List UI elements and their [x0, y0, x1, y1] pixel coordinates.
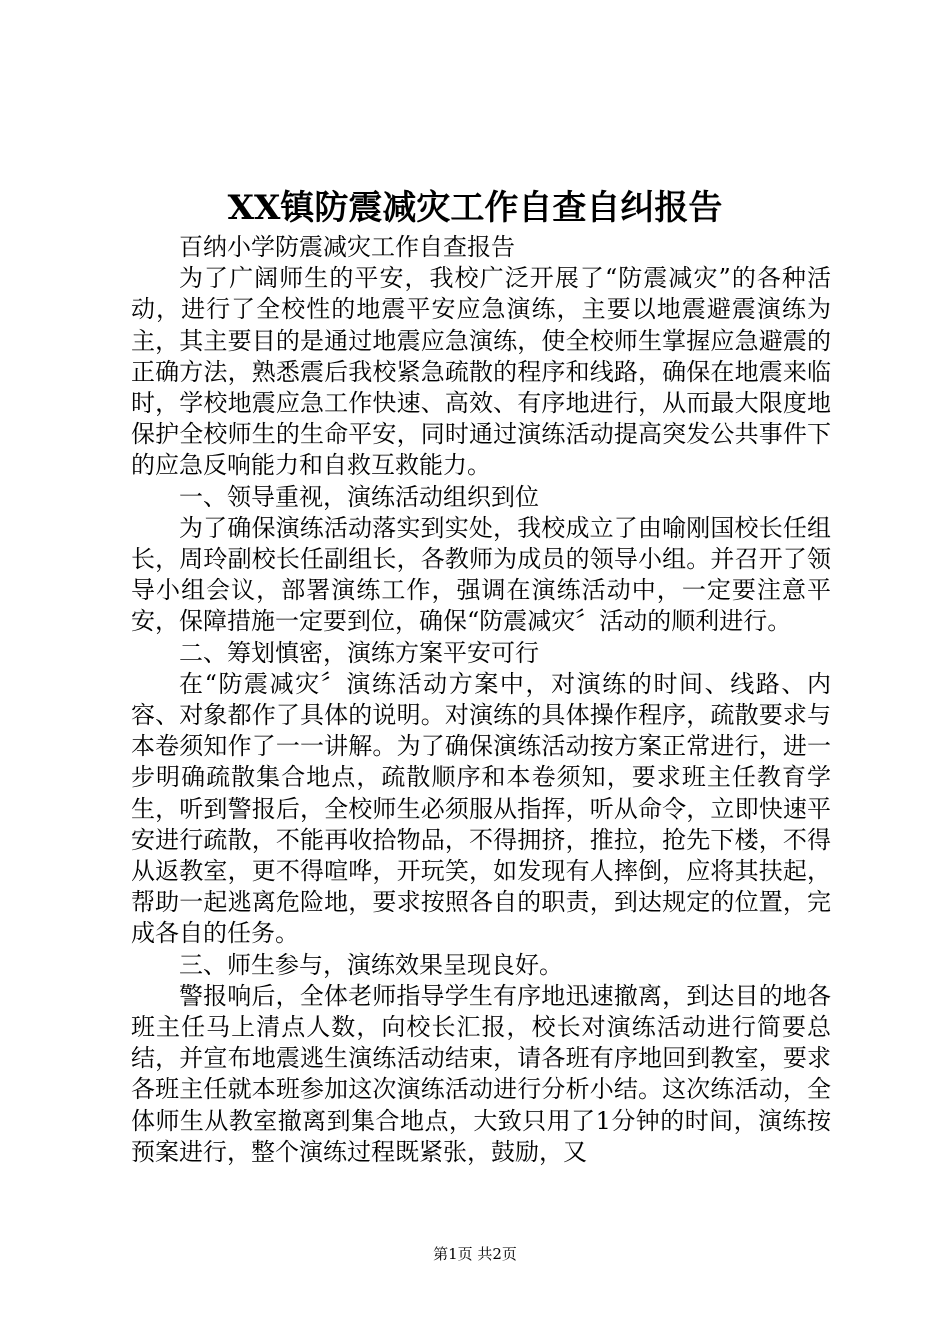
document-title: XX镇防震减灾工作自查自纠报告 [227, 188, 723, 228]
paragraph-intro: 为了广阔师生的平安，我校广泛开展了“防震减灾”的各种活动，进行了全校性的地震平安应急演练，主要以地震避震演练为主，其主要目的是通过地震应急演练，使全校师生掌握应急避震的正确方法，熟悉震后我校紧急疏散的程序和线路，确保在地震来临时，学校地震应急工作快速、高效、有序地进行，从而最大限度地保护全校师生的生命平安，同时通过演练活动提高突发公共事件下的应急反响能力和自救互救能力。 [131, 264, 831, 480]
paragraph-section-2: 在“防震减灾〞演练活动方案中，对演练的时间、线路、内容、对象都作了具体的说明。对演练的具体操作程序，疏散要求与本卷须知作了一一讲解。为了确保演练活动按方案正常进行，进一步明确疏散集合地点，疏散顺序和本卷须知，要求班主任教育学生，听到警报后，全校师生必须服从指挥，听从命令，立即快速平安进行疏散，不能再收拾物品，不得拥挤，推拉，抢先下楼，不得从返教室，更不得喧哗，开玩笑，如发现有人摔倒，应将其扶起，帮助一起逃离危险地，要求按照各自的职责，到达规定的位置，完成各自的任务。 [131, 669, 831, 948]
paragraph-section-3: 警报响后，全体老师指导学生有序地迅速撤离，到达目的地各班主任马上清点人数，向校长汇报，校长对演练活动进行简要总结，并宣布地震逃生演练活动结束，请各班有序地回到教室，要求各班主任就本班参加这次演练活动进行分析小结。这次练活动，全体师生从教室撤离到集合地点，大致只用了1分钟的时间，演练按预案进行，整个演练过程既紧张，鼓励，又 [131, 981, 831, 1166]
paragraph-section-1: 为了确保演练活动落实到实处，我校成立了由喻刚国校长任组长，周玲副校长任副组长，各教师为成员的领导小组。并召开了领导小组会议，部署演练工作，强调在演练活动中，一定要注意平安，保障措施一定要到位，确保“防震减灾〞活动的顺利进行。 [131, 513, 831, 636]
page-footer: 第1页 共2页 [433, 1245, 517, 1263]
document-body [131, 232, 831, 1168]
section-heading-3: 三、师生参与，演练效果呈现良好。 [179, 950, 563, 979]
paragraph-subtitle: 百纳小学防震减灾工作自查报告 [179, 233, 515, 261]
section-heading-1: 一、领导重视，演练活动组织到位 [179, 482, 539, 511]
section-heading-2: 二、筹划慎密，演练方案平安可行 [179, 638, 539, 667]
